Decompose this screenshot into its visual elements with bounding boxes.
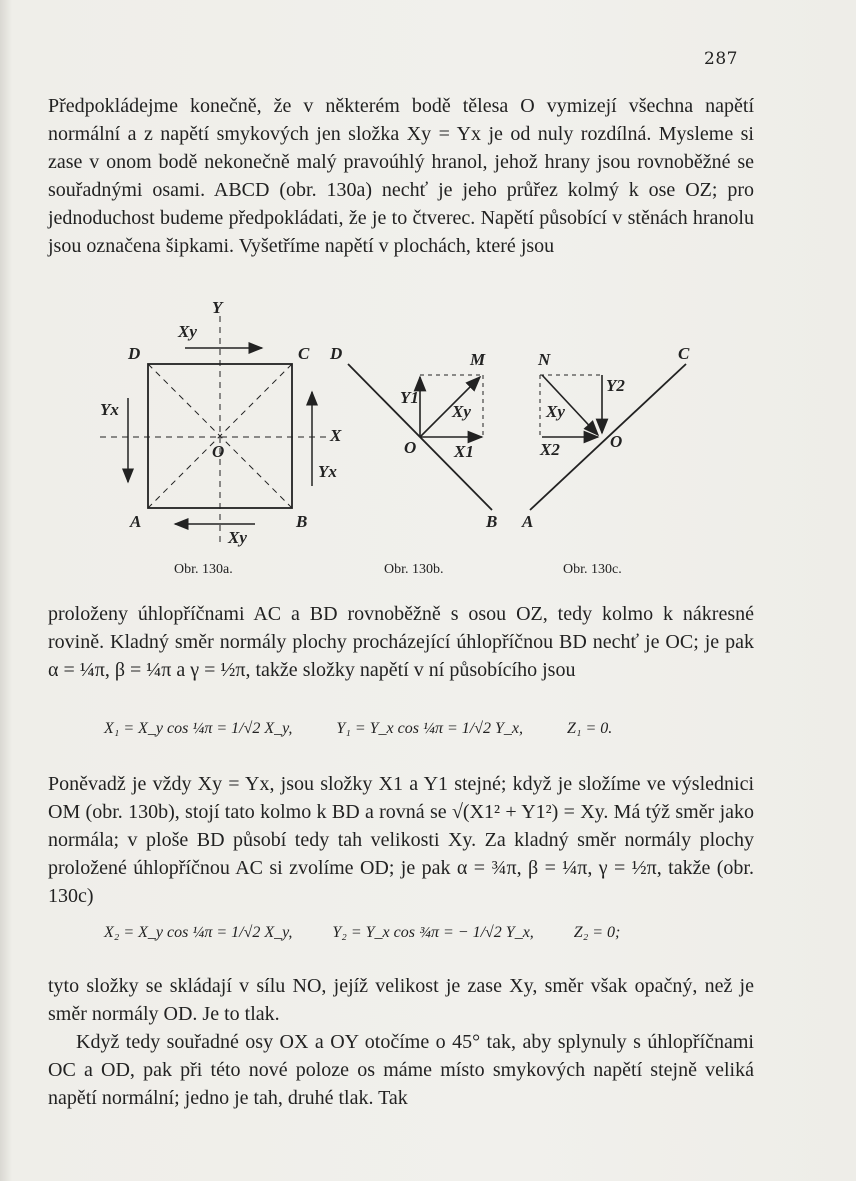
figure-130 bbox=[90, 296, 730, 586]
label-axis-x: X bbox=[330, 426, 342, 445]
formula-1-z1: Z₁ = 0. bbox=[567, 720, 613, 737]
label-c-c: C bbox=[678, 344, 690, 363]
label-yx-left: Yx bbox=[100, 400, 119, 419]
caption-130c: Obr. 130c. bbox=[563, 562, 622, 577]
label-c-x2: X2 bbox=[540, 440, 560, 459]
label-c-y2: Y2 bbox=[606, 376, 625, 395]
label-b-o: O bbox=[404, 438, 417, 457]
formula-2-y2: Y₂ = Y_x cos ¾π = − 1/√2 Y_x, bbox=[332, 924, 534, 941]
label-origin-o: O bbox=[212, 442, 225, 461]
label-yx-right: Yx bbox=[318, 462, 337, 481]
formula-1-y1: Y₁ = Y_x cos ¼π = 1/√2 Y_x, bbox=[336, 720, 523, 737]
page-number: 287 bbox=[704, 49, 738, 69]
label-c-n: N bbox=[538, 350, 551, 369]
formula-1-x1: X₁ = X_y cos ¼π = 1/√2 X_y, bbox=[104, 720, 293, 737]
label-vertex-b: B bbox=[296, 512, 308, 531]
paragraph-resultant: Poněvadž je vždy Xy = Yx, jsou složky X1 a Y1 stejné; když je složíme ve výslednici OM (obr. 130b), stojí tato kolmo k BD a rovná se √(X1² + Y1²) = Xy. Má týž směr jako normála; v ploše BD působí tedy tah velikosti Xy. Za kladný směr normály plochy proložené úhlopříčnou AC si zvolíme OD; je pak α = ¾π, β = ¼π, γ = ½π, takže (obr. 130c) bbox=[48, 773, 754, 907]
formula-2 bbox=[48, 924, 754, 942]
label-c-a: A bbox=[522, 512, 534, 531]
label-b-xy: Xy bbox=[452, 402, 471, 421]
paragraph-intro: Předpokládejme konečně, že v některém bodě tělesa O vymizejí všechna napětí normální a z napětí smykových jen složka Xy = Yx je od nuly rozdílná. Mysleme si zase v onom bodě nekonečně malý pravoúhlý hranol, jehož hrany jsou rovnoběžné se souřadnými osami. ABCD (obr. 130a) nechť je jeho průřez kolmý k ose OZ; pro jednoduchost budeme předpokládati, že je to čtverec. Napětí působící v stěnách hranolu jsou označena šipkami. Vyšetříme napětí v plochách, které jsou bbox=[48, 95, 754, 257]
label-vertex-a: A bbox=[130, 512, 142, 531]
label-b-d: D bbox=[330, 344, 343, 363]
label-b-m: M bbox=[470, 350, 486, 369]
label-b-x1: X1 bbox=[454, 442, 474, 461]
paragraph-pressure: tyto složky se skládají v sílu NO, jejíž velikost je zase Xy, směr však opačný, než je směr normály OD. Je to tlak. bbox=[48, 975, 754, 1025]
label-vertex-d: D bbox=[128, 344, 141, 363]
paragraph-rotation bbox=[48, 1028, 754, 1112]
label-c-xy: Xy bbox=[546, 402, 565, 421]
caption-130a: Obr. 130a. bbox=[174, 562, 233, 577]
formula-2-z2: Z₂ = 0; bbox=[573, 924, 621, 941]
formula-2-x2: X₂ = X_y cos ¼π = 1/√2 X_y, bbox=[104, 924, 293, 941]
figure-130b-diagram bbox=[348, 364, 492, 510]
label-vertex-c: C bbox=[298, 344, 310, 363]
label-b-y1: Y1 bbox=[400, 388, 419, 407]
label-axis-y: Y bbox=[212, 298, 223, 317]
paragraph-rotation-text: Když tedy souřadné osy OX a OY otočíme o 45° tak, aby splynuly s úhlopříčnami OC a OD, pak při této nové poloze os máme místo smykových napětí stejně veliká napětí normální; jedno je tah, druhé tlak. Tak bbox=[48, 1031, 754, 1109]
label-xy-bottom: Xy bbox=[228, 528, 247, 547]
caption-130b: Obr. 130b. bbox=[384, 562, 444, 577]
label-c-o: O bbox=[610, 432, 623, 451]
label-b-b: B bbox=[486, 512, 498, 531]
formula-1 bbox=[48, 720, 754, 738]
paragraph-diagonals: proloženy úhlopříčnami AC a BD rovnoběžně s osou OZ, tedy kolmo k nákresné rovině. Kladný směr normály plochy procházející úhlopříčnou BD nechť je OC; je pak α = ¼π, β = ¼π a γ = ½π, takže složky napětí v ní působícího jsou bbox=[48, 603, 754, 681]
label-xy-top: Xy bbox=[178, 322, 197, 341]
